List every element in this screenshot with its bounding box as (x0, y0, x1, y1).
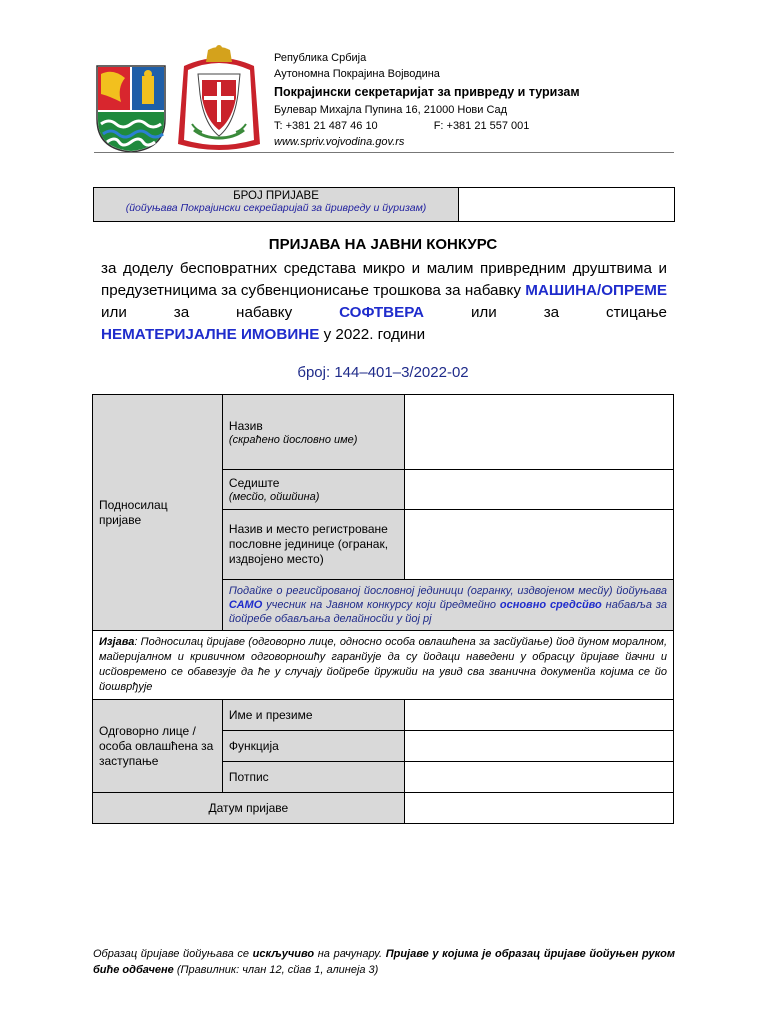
unit-label-cell (222, 510, 404, 580)
unit-note-d: основно средсйво (499, 599, 602, 611)
footer-bold: Пријаве у којима је образац йријаве йойуњен руком биће одбачене (93, 948, 675, 976)
application-number-box (93, 187, 675, 222)
header-contacts (274, 118, 580, 134)
unit-note-b: САМО (228, 599, 263, 611)
seat-label-cell (222, 470, 404, 510)
responsible-label-cell (93, 700, 223, 793)
name-input-cell[interactable] (404, 395, 673, 470)
intro-part3: или за стицање (470, 304, 667, 321)
vojvodina-coat-of-arms-logo (95, 64, 167, 154)
unit-note-a: Подайке о регисйрованој йословној јединици (огранку, издвојеном месйу) йойуњава (228, 585, 667, 597)
header-phone: T: +381 21 487 46 10 (274, 120, 378, 132)
header-website-link[interactable]: www.spriv.vojvodina.gov.rs (274, 136, 405, 148)
name-hint: (скраћено йословно име) (228, 433, 358, 446)
date-label-cell (93, 793, 405, 824)
unit-note-cell (222, 580, 673, 631)
intro-part2: или за набавку (101, 304, 293, 321)
seat-input-cell[interactable] (404, 470, 673, 510)
signature-label: Потпис (228, 769, 269, 784)
application-number-label-cell (94, 188, 459, 221)
header-fax: F: +381 21 557 001 (433, 120, 530, 132)
intro-software: СОФТВЕРА (339, 304, 425, 321)
declaration-text: : Подносилац йријаве (одговорно лице, односно особа овлашћена за засйуйање) йод йуном моралном, майеријалном и кривичном одговорношћу гаранйује да су йодаци наведени у обрасцу йријаве йачни и исйовремено се обавезује да ће у случају йойребе йружийи на увид сва званична докуменйа којима се йо йошврђује (99, 636, 667, 693)
function-label: Функција (228, 738, 279, 753)
function-input-cell[interactable] (404, 731, 673, 762)
footer-part2: на рачунару. (317, 948, 383, 960)
seat-hint: (месйо, ойшйина) (228, 491, 320, 503)
unit-note-c: учесник на Јавном конкурсу који йредмейно (266, 599, 496, 611)
application-form-table (92, 394, 674, 824)
declaration-cell (93, 631, 674, 700)
unit-input-cell[interactable] (404, 510, 673, 580)
reference-number (93, 364, 673, 381)
signature-input-cell[interactable] (404, 762, 673, 793)
intro-paragraph (101, 258, 667, 324)
document-title: ПРИЈАВА НА ЈАВНИ КОНКУРС (268, 236, 498, 253)
reference-prefix: број: (297, 364, 331, 381)
intro-machines: МАШИНА/ОПРЕМЕ (525, 282, 667, 299)
fullname-input-cell[interactable] (404, 700, 673, 731)
header-block (274, 50, 580, 150)
header-secretariat: Покрајински секретаријат за привреду и туризам (274, 85, 580, 99)
header-address: Булевар Михајла Пупина 16, 21000 Нови Сад (274, 104, 508, 116)
seat-label: Седиште (228, 476, 280, 490)
footer-note (93, 946, 675, 978)
applicant-label: Подносилац пријаве (99, 497, 168, 527)
date-input-cell[interactable] (404, 793, 673, 824)
footer-part1: Образац йријаве йойуњава се (93, 948, 249, 960)
declaration (99, 635, 667, 695)
applicant-label-cell (93, 395, 223, 631)
declaration-label: Изјава (99, 636, 135, 648)
application-number-label: БРОЈ ПРИЈАВЕ (233, 190, 319, 202)
fullname-label: Име и презиме (228, 707, 313, 722)
footer-rule: (Правилник: члан 12, сйав 1, алинеја 3) (176, 964, 379, 976)
application-number-note: (йойуњава Покрајински секрейаријай за йривреду и йуризам) (125, 202, 427, 214)
fullname-label-cell (222, 700, 404, 731)
responsible-label: Одговорно лице / особа овлашћена за заступање (99, 723, 214, 768)
unit-note-e: набавља за йойребе обављања делайносйи у йој рј (228, 599, 667, 625)
name-label: Назив (228, 418, 263, 433)
header-country: Република Србија (274, 52, 367, 64)
footer-exclusive: искључиво (252, 948, 315, 960)
header-province: Аутономна Покрајина Војводина (274, 68, 440, 80)
reference-value: 144–401–3/2022-02 (334, 364, 469, 381)
date-label: Датум пријаве (208, 800, 289, 815)
unit-note (229, 584, 667, 626)
intro-intangible: НЕМАТЕРИЈАЛНЕ ИМОВИНЕ (101, 326, 320, 343)
unit-label: Назив и место регистроване пословне јединице (огранак, издвојено место) (228, 522, 389, 566)
name-label-cell (222, 395, 404, 470)
application-number-field[interactable] (459, 188, 674, 221)
function-label-cell (222, 731, 404, 762)
province-coat-of-arms-logo (174, 44, 264, 156)
intro-part1: за доделу бесповратних средстава микро и малим привредним друштвима и предузетницима за субвенционисање трошкова за набавку (101, 260, 667, 299)
header-divider (94, 152, 674, 153)
intro-part4: у 2022. години (323, 326, 426, 343)
signature-label-cell (222, 762, 404, 793)
intro-paragraph-end (101, 324, 425, 346)
